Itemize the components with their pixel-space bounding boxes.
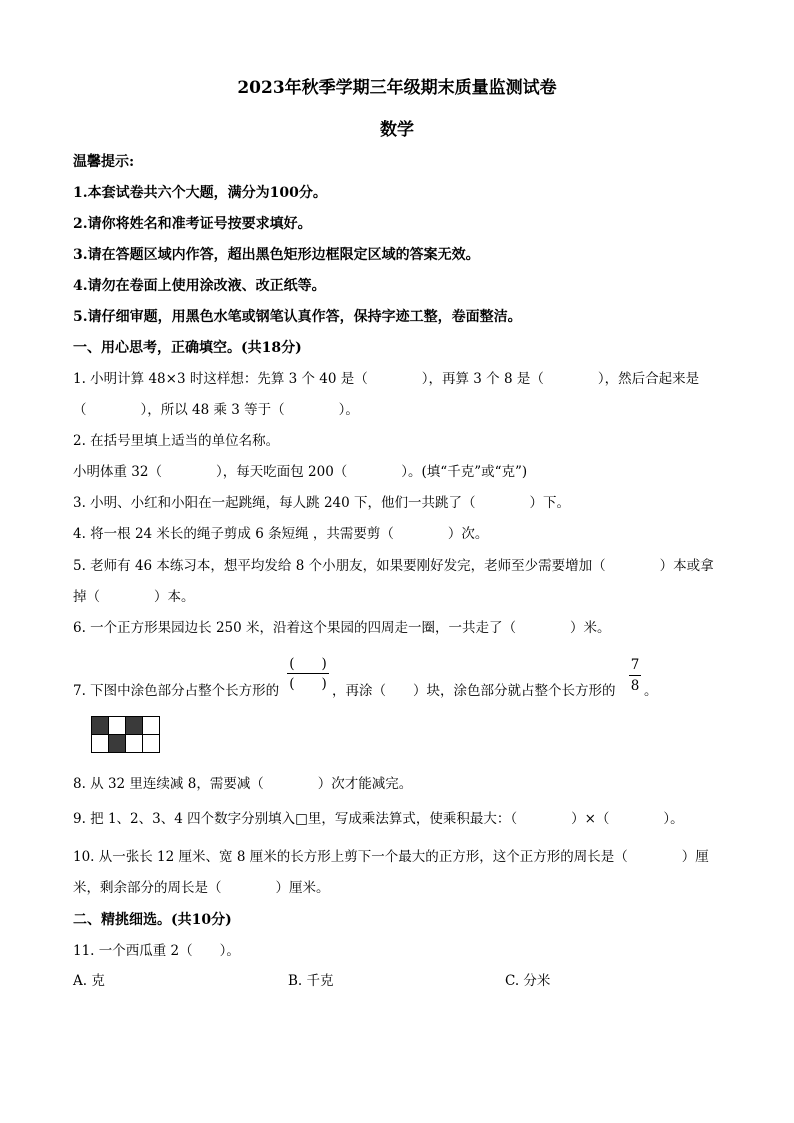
question-4: 4. 将一根 24 米长的绳子剪成 6 条短绳 ，共需要剪（ ）次。 [73, 526, 489, 542]
question-7-end: 。 [644, 683, 658, 699]
q7-blank-denominator: ( ) [289, 676, 327, 692]
question-2-line-1: 2. 在括号里填上适当的单位名称。 [73, 433, 280, 449]
option-b: B. 千克 [288, 973, 334, 989]
grid-cell [143, 717, 160, 735]
grid-cell [126, 735, 143, 753]
question-6: 6. 一个正方形果园边长 250 米，沿着这个果园的四周走一圈，一共走了（ ）米。 [73, 620, 611, 636]
grid-cell [92, 735, 109, 753]
question-5-line-1: 5. 老师有 46 本练习本，想平均发给 8 个小朋友，如果要刚好发完，老师至少需要增加（ ）本或拿 [73, 558, 714, 574]
question-1-line-1: 1. 小明计算 48×3 时这样想：先算 3 个 40 是（ ），再算 3 个 8 是（ ），然后合起来是 [73, 371, 700, 387]
question-9: 9. 把 1、2、3、4 四个数字分别填入□里，写成乘法算式，使乘积最大：（ ）×（ ）。 [73, 811, 684, 827]
q7-fraction-numerator: 7 [630, 657, 640, 673]
q7-fraction-bar [629, 675, 641, 676]
question-7-part-1: 7. 下图中涂色部分占整个长方形的 [73, 683, 280, 699]
tip-item-1: 1.本套试卷共六个大题，满分为100分。 [73, 185, 327, 201]
grid-cell [143, 735, 160, 753]
option-a: A. 克 [73, 973, 105, 989]
exam-title: 2023年秋季学期三年级期末质量监测试卷 [237, 78, 557, 98]
question-11: 11. 一个西瓜重 2（ ）。 [73, 943, 240, 959]
q7-blank-fraction-bar [287, 673, 329, 674]
tips-heading: 温馨提示: [73, 154, 135, 170]
question-5-line-2: 掉（ ）本。 [73, 589, 195, 605]
grid-cell-shaded [126, 717, 143, 735]
question-2-line-2: 小明体重 32（ ），每天吃面包 200（ ）。(填“千克”或“克”) [73, 464, 528, 480]
tip-item-5: 5.请仔细审题，用黑色水笔或钢笔认真作答，保持字迹工整，卷面整洁。 [73, 309, 522, 325]
tip-item-3: 3.请在答题区域内作答，超出黑色矩形边框限定区域的答案无效。 [73, 247, 480, 263]
grid-cell-shaded [109, 735, 126, 753]
section-1-heading: 一、用心思考，正确填空。(共18分) [73, 340, 302, 356]
question-8: 8. 从 32 里连续减 8，需要减（ ）次才能减完。 [73, 776, 413, 792]
grid-cell-shaded [92, 717, 109, 735]
question-10-line-2: 米，剩余部分的周长是（ ）厘米。 [73, 880, 330, 896]
question-3: 3. 小明、小红和小阳在一起跳绳，每人跳 240 下，他们一共跳了（ ）下。 [73, 495, 571, 511]
grid-cell [109, 717, 126, 735]
q7-fraction-denominator: 8 [630, 678, 640, 694]
tip-item-2: 2.请你将姓名和准考证号按要求填好。 [73, 216, 312, 232]
question-10-line-1: 10. 从一张长 12 厘米、宽 8 厘米的长方形上剪下一个最大的正方形，这个正方形的周长是（ ）厘 [73, 849, 709, 865]
question-7-part-2: ，再涂（ ）块，涂色部分就占整个长方形的 [332, 683, 616, 699]
option-c: C. 分米 [505, 973, 551, 989]
subject-title: 数学 [380, 120, 414, 140]
question-1-line-2: （ ），所以 48 乘 3 等于（ ）。 [73, 402, 359, 418]
section-2-heading: 二、精挑细选。(共10分) [73, 912, 232, 928]
tip-item-4: 4.请勿在卷面上使用涂改液、改正纸等。 [73, 278, 326, 294]
q7-blank-numerator: ( ) [289, 656, 327, 672]
shaded-rectangle-figure [91, 716, 160, 753]
